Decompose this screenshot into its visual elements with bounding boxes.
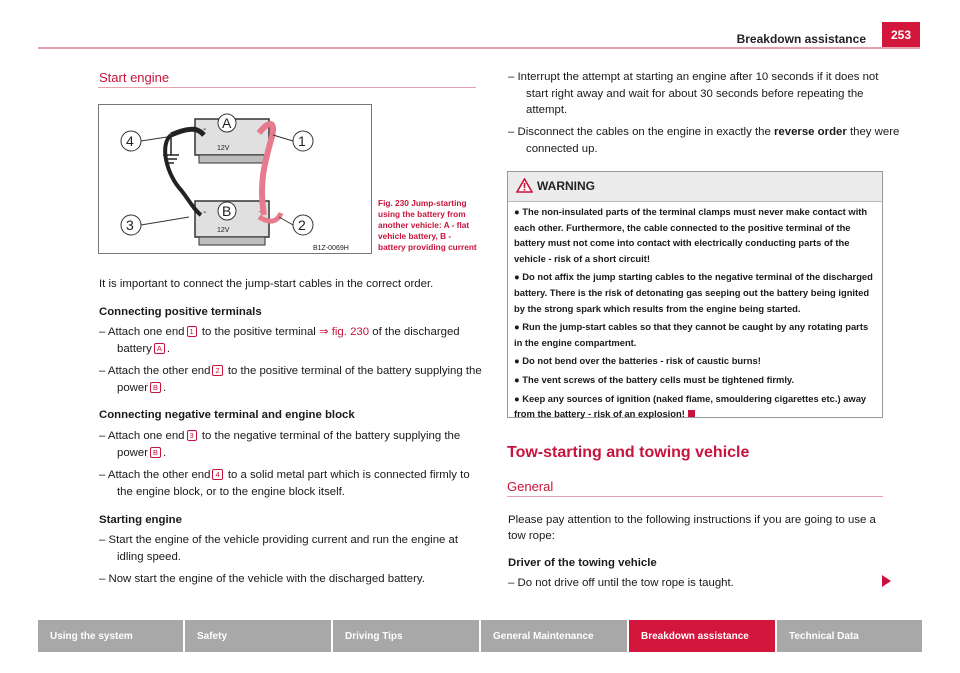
heading-positive: Connecting positive terminals	[99, 306, 262, 318]
tab-general-maintenance[interactable]: General Maintenance	[481, 620, 627, 652]
header-rule	[38, 47, 920, 49]
intro-text: It is important to connect the jump-start cables in the correct order.	[99, 278, 434, 290]
battery-a-voltage: 12V	[217, 145, 230, 152]
svg-text:+: +	[259, 124, 265, 134]
jump-start-diagram	[99, 105, 371, 253]
figure-code: B1Z-0069H	[313, 245, 349, 252]
list-item-pos1: – Attach one end 1 to the positive terminal ⇒ fig. 230 of the discharged battery A .	[99, 326, 460, 355]
warning-title: WARNING	[537, 179, 595, 193]
next-page-arrow-icon[interactable]	[882, 575, 891, 587]
label-4: 4	[126, 133, 134, 149]
list-item-neg1: – Attach one end 3 to the negative terminal of the battery supplying the power B .	[99, 430, 461, 459]
end-marker-icon	[688, 410, 695, 417]
list-item-disconnect: – Disconnect the cables on the engine in exactly the reverse order they were connected up.	[508, 126, 900, 155]
list-item-neg2: – Attach the other end 4 to a solid metal part which is connected firmly to the engine block, or to the engine block itself.	[99, 469, 470, 498]
fig-ref-link[interactable]: ⇒ fig. 230	[319, 326, 370, 338]
battery-b-voltage: 12V	[217, 227, 230, 234]
warning-item: ● Run the jump-start cables so that they cannot be caught by any rotating parts in the engine compartment.	[514, 321, 869, 348]
warning-item: ● Do not affix the jump starting cables to the negative terminal of the discharged battery. There is the risk of detonating gas seeping out the battery being ignited by the strong spark which results from the engine being started.	[514, 271, 873, 314]
general-text: Please pay attention to the following instructions if you are going to use a tow rope:	[508, 514, 876, 542]
section-title-start-engine: Start engine	[99, 70, 170, 85]
warning-item: ● Keep any sources of ignition (naked flame, smouldering cigarettes etc.) away from the battery - risk of an explosion!	[514, 392, 867, 420]
tab-driving-tips[interactable]: Driving Tips	[333, 620, 479, 652]
section-rule	[98, 87, 476, 88]
heading-driver: Driver of the towing vehicle	[508, 557, 657, 569]
svg-text:-: -	[203, 124, 207, 135]
heading-general: General	[507, 479, 554, 494]
list-item-interrupt: – Interrupt the attempt at starting an engine after 10 seconds if it does not start right away and wait for about 30 seconds before repeating the attempt.	[508, 71, 879, 116]
label-b: B	[222, 203, 232, 219]
tab-using-the-system[interactable]: Using the system	[38, 620, 183, 652]
page-number: 253	[882, 22, 920, 48]
heading-starting: Starting engine	[99, 514, 182, 526]
page-header-title: Breakdown assistance	[736, 32, 866, 46]
tab-safety[interactable]: Safety	[185, 620, 331, 652]
footer-nav	[38, 620, 922, 652]
warning-triangle-icon	[516, 178, 533, 193]
svg-text:+: +	[259, 207, 265, 217]
heading-negative: Connecting negative terminal and engine block	[99, 409, 355, 421]
list-item-start1: – Start the engine of the vehicle providing current and run the engine at idling speed.	[99, 534, 459, 563]
warning-item: ● The non-insulated parts of the terminal clamps must never make contact with each other. Furthermore, the cable connected to the positive terminal of the battery must not come into contact with electrically conducting parts of the vehicle - risk of a short circuit!	[514, 206, 868, 264]
label-a: A	[222, 115, 232, 131]
list-item-start2: – Now start the engine of the vehicle with the discharged battery.	[99, 573, 425, 585]
warning-item: ● Do not bend over the batteries - risk of caustic burns!	[514, 355, 761, 367]
warning-box	[507, 171, 883, 418]
tab-breakdown-assistance[interactable]: Breakdown assistance	[629, 620, 775, 652]
label-3: 3	[126, 217, 134, 233]
figure-jump-start	[98, 104, 372, 254]
heading-tow-starting: Tow-starting and towing vehicle	[507, 444, 750, 461]
general-rule	[507, 496, 883, 497]
list-item-pos2: – Attach the other end 2 to the positive terminal of the battery supplying the power B .	[99, 365, 482, 394]
label-1: 1	[298, 133, 306, 149]
list-item-driver: – Do not drive off until the tow rope is taught.	[508, 577, 734, 589]
svg-text:-: -	[203, 207, 207, 218]
warning-list	[514, 204, 878, 425]
warning-header	[508, 172, 882, 202]
tab-technical-data[interactable]: Technical Data	[777, 620, 922, 652]
figure-caption: Fig. 230 Jump-starting using the battery from another vehicle: A - flat vehicle battery, B - battery providing current	[378, 198, 477, 252]
warning-item: ● The vent screws of the battery cells must be tightened firmly.	[514, 373, 795, 385]
label-2: 2	[298, 217, 306, 233]
